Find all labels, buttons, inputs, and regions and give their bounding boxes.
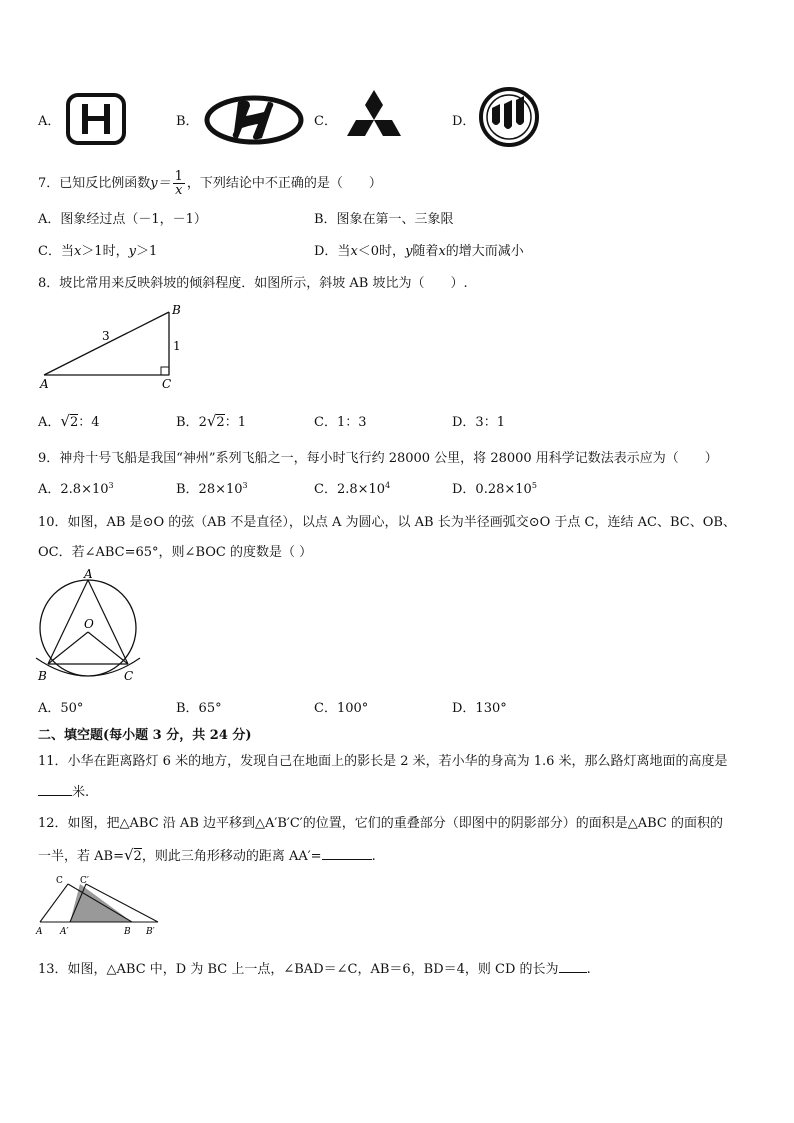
q6-option-d-letter: D． [452,114,476,129]
q9-option-d-exp: 5 [531,481,537,490]
q12-line2-pre: 一半，若 AB= [38,849,124,864]
q9-option-d [452,478,537,497]
q7-option-d-pre: D．当 [314,244,351,259]
q13-stem [38,958,591,977]
q9-option-c-exp: 4 [385,481,391,490]
q10-stem-line2: OC．若∠ABC=65°，则∠BOC 的度数是（ ） [38,545,313,560]
q12-label-b: B [124,927,131,936]
q13-stem-post: . [586,962,591,977]
hyundai-logo-icon [204,94,304,146]
q8-option-b-letter: B． [176,415,199,430]
q9-option-c [314,478,390,497]
q7-option-d-mid: ＜0时， [357,244,406,259]
q8-slope-diagram [36,300,186,392]
q7-fraction-denominator: x [175,183,183,198]
section-2-title: 二、填空题(每小题 3 分，共 24 分) [38,728,252,743]
q7-fraction-numerator: 1 [174,169,183,184]
q7-option-d-var: x [350,244,358,259]
buick-logo-icon [478,86,540,148]
q7-option-d-mid2: 随着 [412,244,439,259]
q9-option-b [176,478,248,497]
q12-label-b-prime: B′ [146,927,155,936]
q7-option-b: B．图象在第一、三象限 [314,212,454,227]
q7-stem [38,170,382,197]
q6-option-a-letter: A． [38,114,61,129]
q10-stem-line1: 10．如图，AB 是⊙O 的弦（AB 不是直径），以点 A 为圆心，以 AB 长为半径画弧交⊙O 于点 C，连结 AC、BC、OB、 [38,515,736,530]
q12-line1: 12．如图，把△ABC 沿 AB 边平移到△A′B′C′的位置，它们的重叠部分（即图中的阴影部分）的面积是△ABC 的面积的 [38,816,724,831]
q13-answer-blank[interactable] [559,960,587,973]
q11-line2 [38,781,89,800]
q12-label-a-prime: A′ [60,927,69,936]
q12-line2 [38,845,376,864]
q12-line2-mid: ，则此三角形移动的距离 AA′= [141,849,322,864]
q8-label-b: B [172,303,181,317]
q7-option-d-post: 的增大而减小 [445,244,524,259]
q8-label-c: C [162,377,172,391]
q6-option-b-letter: B． [176,114,199,129]
q9-option-a-base: A．2.8×10 [38,482,109,497]
q6-option-c-letter: C． [314,114,337,129]
q8-stem: 8．坡比常用来反映斜坡的倾斜程度．如图所示，斜坡 AB 坡比为（ ）. [38,276,468,291]
q11-line2-tail: 米. [72,785,90,800]
q7-fraction [173,170,185,197]
q10-option-d: D．130° [452,701,507,716]
q10-label-b: B [38,669,47,683]
q10-option-b: B．65° [176,701,222,716]
q8-option-b [176,411,246,430]
q8-option-a-tail: ：4 [78,415,100,430]
sqrt-icon: √ [60,412,70,430]
q11-line1: 11．小华在距离路灯 6 米的地方，发现自己在地面上的影长是 2 米，若小华的身高为 1.6 米，那么路灯离地面的高度是 [38,754,728,769]
q9-option-a-exp: 3 [108,481,114,490]
q10-label-a: A [84,567,93,581]
q7-stem-pre: 7．已知反比例函数 [38,176,151,191]
sqrt-icon: √ [123,846,134,864]
q12-line2-post: . [371,849,376,864]
q8-option-a-letter: A． [38,415,61,430]
q8-side-ab: 3 [102,329,110,343]
q7-option-d-var3: x [438,244,446,259]
mitsubishi-logo-icon [342,88,406,144]
q8-option-b-tail: ：1 [224,415,246,430]
q9-option-d-base: D．0.28×10 [452,482,532,497]
q7-option-c-var2: y [128,244,136,259]
q10-option-c: C．100° [314,701,369,716]
q12-label-c: C [56,876,63,886]
q9-stem: 9．神舟十号飞船是我国“神州”系列飞船之一，每小时飞行约 28000 公里，将 28000 用科学记数法表示应为（ ） [38,451,718,466]
q10-circle-diagram [34,566,144,686]
q8-option-a-radicand: 2 [69,415,79,430]
q12-translation-diagram [34,874,162,936]
q8-option-a [38,411,100,430]
q12-label-a: A [36,927,43,936]
q9-option-c-base: C．2.8×10 [314,482,386,497]
q7-option-c [38,240,157,259]
q7-option-c-pre: C．当 [38,244,74,259]
q8-option-b-radicand: 2 [216,415,225,430]
q7-option-d-var2: y [405,244,413,259]
q12-answer-blank[interactable] [322,847,372,860]
q8-option-d: D．3：1 [452,415,505,430]
q12-line2-value: 2 [133,849,142,864]
q10-label-o: O [84,617,94,631]
q8-option-c: C．1：3 [314,415,367,430]
q12-label-c-prime: C′ [80,876,89,886]
q7-option-c-var: x [73,244,82,259]
q9-option-a [38,478,114,497]
q7-func-lhs: y＝ [150,176,171,191]
q7-option-a: A．图象经过点（－1，－1） [38,212,207,227]
q9-option-b-exp: 3 [242,481,248,490]
q10-label-c: C [124,669,134,683]
sqrt-icon: √ [206,412,217,430]
q8-side-bc: 1 [173,339,181,353]
q7-option-c-mid: ＞1时， [81,244,129,259]
q9-option-b-base: B．28×10 [176,482,243,497]
q8-label-a: A [40,377,49,391]
q7-option-c-post: ＞1 [135,244,158,259]
q7-option-d [314,240,524,259]
q7-stem-post: ，下列结论中不正确的是（ ） [186,176,382,191]
honda-logo-icon [66,93,126,145]
q11-answer-blank[interactable] [38,783,72,796]
q13-stem-pre: 13．如图，△ABC 中，D 为 BC 上一点，∠BAD＝∠C，AB＝6，BD＝4，则 CD 的长为 [38,962,559,977]
q8-option-b-coef: 2 [198,415,207,430]
q10-option-a: A．50° [38,701,84,716]
